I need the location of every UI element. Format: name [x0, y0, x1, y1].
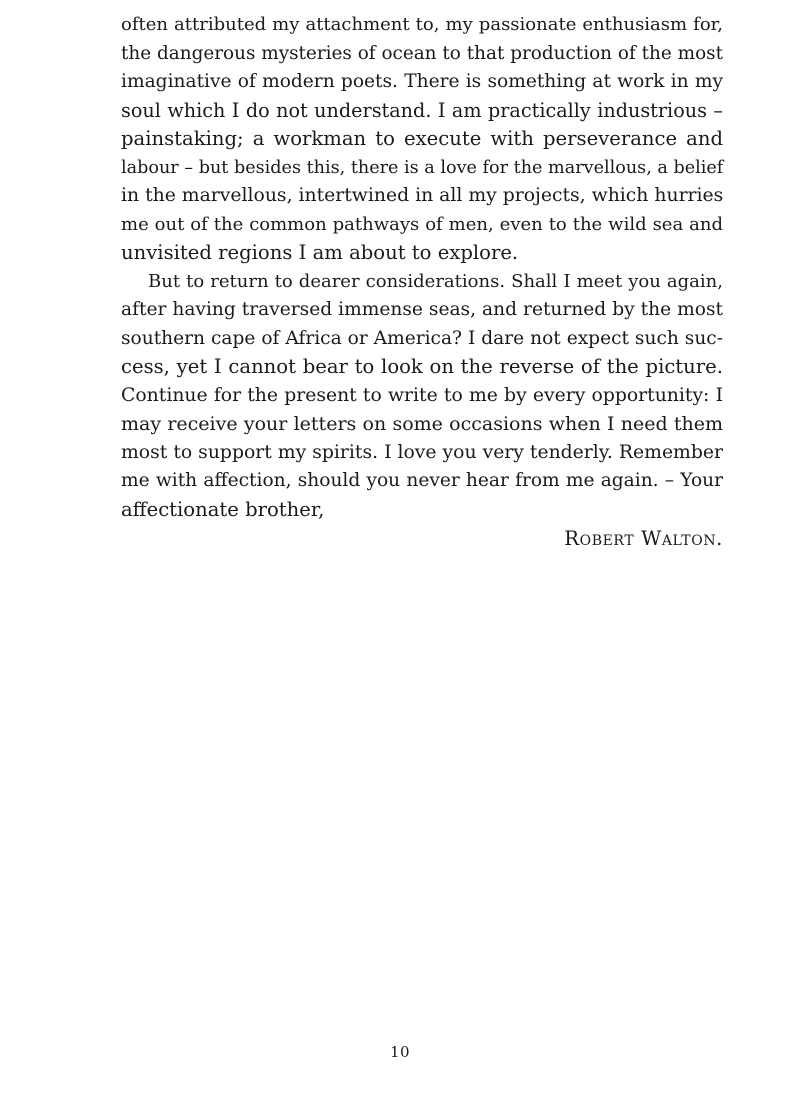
text-line: me out of the common pathways of men, even to the wild sea and [121, 213, 723, 235]
text-line: after having traversed immense seas, and returned by the most [121, 299, 723, 320]
text-line: unvisited regions I am about to explore. [121, 241, 519, 264]
text-line: But to return to dearer considerations. Shall I meet you again, [148, 270, 723, 292]
text-line: soul which I do not understand. I am practically industrious – [121, 98, 723, 122]
text-line: most to support my spirits. I love you very tenderly. Remember [121, 441, 723, 463]
signature: Robert Walton. [564, 527, 723, 550]
text-line: labour – but besides this, there is a love for the marvellous, a belief [121, 157, 724, 178]
paragraph-1 [121, 11, 723, 268]
text-line: in the marvellous, intertwined in all my projects, which hurries [121, 185, 724, 206]
text-line: southern cape of Africa or America? I dare not expect such suc- [121, 327, 723, 349]
text-line: Continue for the present to write to me by every opportunity: I [121, 384, 723, 406]
text-line: painstaking; a workman to execute with perseverance and [121, 127, 723, 150]
text-line: the dangerous mysteries of ocean to that production of the most [121, 42, 723, 64]
text-line: me with affection, should you never hear from me again. – Your [121, 470, 723, 491]
body-text [121, 11, 723, 524]
text-line: affectionate brother, [121, 497, 325, 521]
paragraph-2 [121, 268, 723, 525]
text-line: often attributed my attachment to, my passionate enthusiasm for, [121, 14, 723, 35]
text-line: cess, yet I cannot bear to look on the reverse of the picture. [121, 355, 723, 378]
text-line: may receive your letters on some occasions when I need them [121, 413, 723, 435]
page-number: 10 [389, 1043, 411, 1061]
text-line: imaginative of modern poets. There is something at work in my [121, 71, 723, 92]
